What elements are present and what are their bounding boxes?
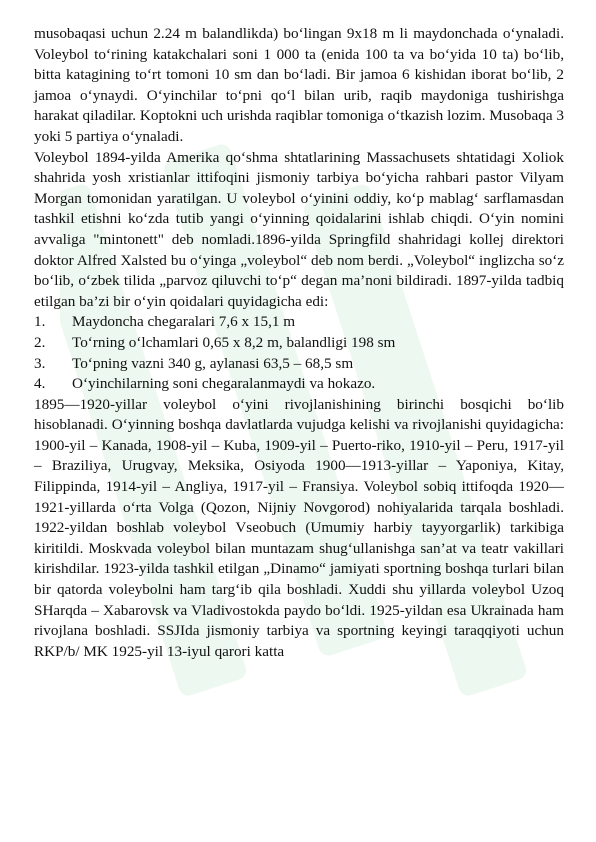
paragraph-development: 1895—1920-yillar voleybol o‘yini rivojlanishining birinchi bosqichi bo‘lib hisoblanadi. O‘yinning boshqa davlatlarda vujudga kelishi va rivojlanishi quyidagicha: 1900-yil – Kanada, 1908-yil – Kuba, 1909-yil – Puerto-riko, 1910-yil – Peru, 1917-yil – Braziliya, Urugvay, Meksika, Osiyoda 1900—1913-yillar – Yaponiya, Kitay, Filippinda, 1914-yil – Angliya, 1917-yil – Fransiya. Voleybol sobiq ittifoqda 1920—1921-yillarda o‘rta Volga (Qozon, Nijniy Novgorod) nohiyalarida tarqala boshladi. 1922-yildan boshlab voleybol Vseobuch (Umumiy harbiy tayyorgarlik) tarkibiga kiritildi. Moskvada voleybol bilan muntazam shug‘ullanishga san’at va teatr vakillari kirishdilar. 1923-yilda tashkil etilgan „Dinamo“ jamiyati sportning boshqa turlari bilan bir qatorda voleybolni ham targ‘ib qila boshladi. Xuddi shu yillarda voleybol Uzoq SHarqda – Xabarovsk va Vladivostokda paydo bo‘ldi. 1925-yildan esa Ukrainada ham rivojlana boshladi. SSJIda jismoniy tarbiya va sportning keyingi taraqqiyoti uchun RKP/b/ MK 1925-yil 13-iyul qarori katta [34,395,564,660]
list-item [34,354,564,375]
list-item-number: 4. [34,375,46,393]
list-item-text: To‘pning vazni 340 g, aylanasi 63,5 – 68,5 sm [72,354,354,372]
list-item [34,374,564,395]
list-item-text: To‘rning o‘lchamlari 0,65 x 8,2 m, balandligi 198 sm [72,333,396,351]
list-item-number: 1. [34,313,46,331]
list-item [34,333,564,354]
list-item-number: 2. [34,333,46,351]
list-item [34,312,564,333]
paragraph-intro: musobaqasi uchun 2.24 m balandlikda) bo‘lingan 9x18 m li maydonchada o‘ynaladi. Voleybol to‘rining katakchalari soni 1 000 ta (enida 100 ta va bo‘yida 10 ta) bo‘lib, bitta katagining to‘rt tomoni 10 sm dan bo‘ladi. Bir jamoa 6 kishidan iborat bo‘lib, 2 jamoa o‘ynaydi. O‘yinchilar to‘pni qo‘l bilan urib, raqib maydoniga tushirishga harakat qiladilar. Koptokni uch urishda raqiblar tomoniga o‘tkazish lozim. Musobaqa 3 yoki 5 partiya o‘ynaladi. [34,25,564,145]
document-page [34,24,564,662]
list-item-text: Maydoncha chegaralari 7,6 x 15,1 m [72,313,296,331]
paragraph-history: Voleybol 1894-yilda Amerika qo‘shma shtatlarining Massachusets shtatidagi Xoliok shahrida yosh xristianlar ittifoqini jismoniy tarbiya bo‘yicha rahbari pastor Vilyam Morgan tomonidan yaratilgan. U voleybol o‘yinini oddiy, ko‘p mablag‘ sarflamasdan tashkil etishni ko‘zda tutib yangi o‘yinning qoidalarini ishlab chiqdi. O‘yin nomini avvaliga "mintonett" deb nomladi.1896-yilda Springfild shahridagi kollej direktori doktor Alfred Xalsted bu o‘yinga „voleybol“ deb nom berdi. „Voleybol“ inglizcha so‘z bo‘lib, o‘zbek tilida „parvoz qiluvchi to‘p“ degan ma’noni bildiradi. 1897-yilda tadbiq etilgan ba’zi bir o‘yin qoidalari quyidagicha edi: [34,148,564,310]
list-item-number: 3. [34,354,46,372]
list-item-text: O‘yinchilarning soni chegaralanmaydi va hokazo. [72,375,376,393]
rules-list [34,312,564,394]
